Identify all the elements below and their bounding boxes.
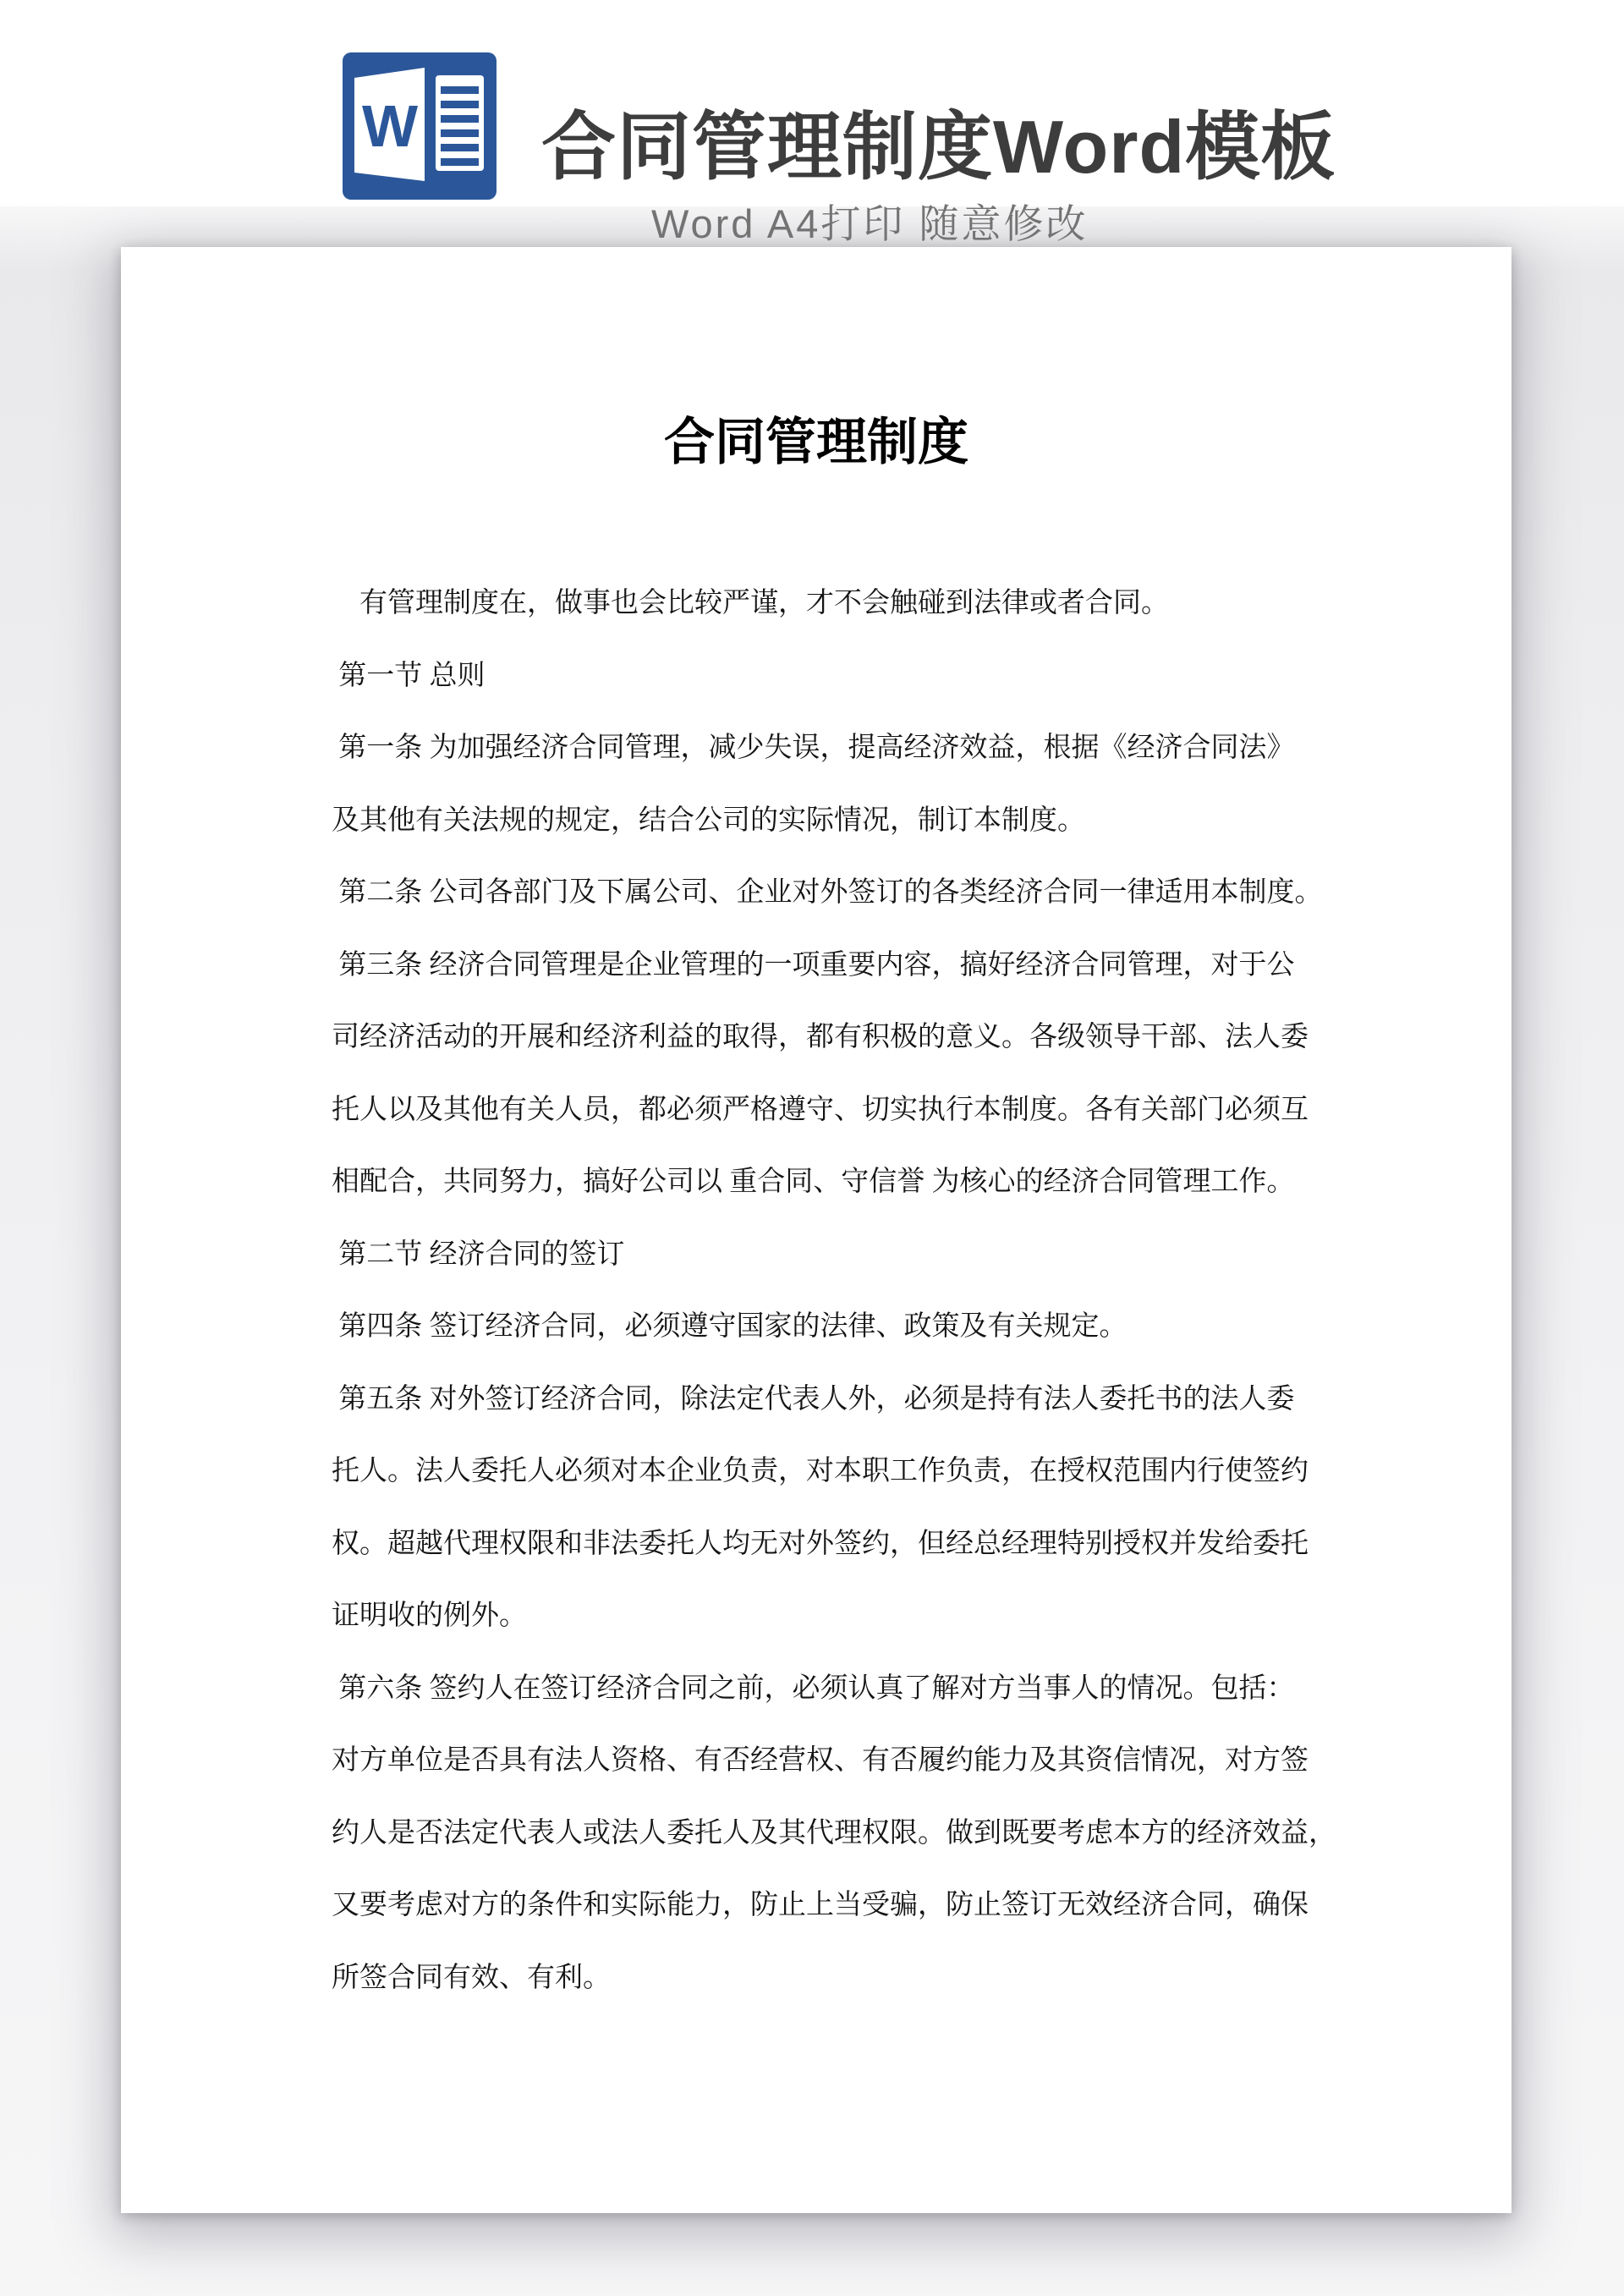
document-line: 权。超越代理权限和非法委托人均无对外签约，但经总经理特别授权并发给委托 [332, 1528, 1309, 1559]
document-line: 第一条 为加强经济合同管理，减少失误，提高经济效益，根据《经济合同法》 [332, 733, 1295, 763]
document-body [332, 568, 1347, 2014]
document-line: 证明收的例外。 [332, 1601, 527, 1631]
document-line: 第四条 签订经济合同，必须遵守国家的法律、政策及有关规定。 [332, 1311, 1127, 1342]
document-line: 第五条 对外签订经济合同，除法定代表人外，必须是持有法人委托书的法人委 [332, 1383, 1295, 1414]
document-line: 第三条 经济合同管理是企业管理的一项重要内容，搞好经济合同管理，对于公 [332, 949, 1295, 980]
template-subtitle: Word A4打印 随意修改 [651, 201, 1089, 246]
document-line: 司经济活动的开展和经济利益的取得，都有积极的意义。各级领导干部、法人委 [332, 1022, 1309, 1052]
word-logo-icon [343, 52, 497, 200]
document-line: 第六条 签约人在签订经济合同之前，必须认真了解对方当事人的情况。包括： [332, 1673, 1295, 1704]
document-line: 及其他有关法规的规定，结合公司的实际情况，制订本制度。 [332, 805, 1085, 836]
document-line: 又要考虑对方的条件和实际能力，防止上当受骗，防止签订无效经济合同，确保 [332, 1890, 1309, 1920]
template-banner [0, 0, 1624, 246]
word-logo-letter: W [361, 93, 419, 159]
template-title: 合同管理制度Word模板 [541, 104, 1336, 189]
document-line: 托人。法人委托人必须对本企业负责，对本职工作负责，在授权范围内行使签约 [332, 1456, 1309, 1486]
document-line: 第一节 总则 [332, 660, 486, 691]
document-line: 相配合，共同努力，搞好公司以 重合同、守信誉 为核心的经济合同管理工作。 [332, 1167, 1295, 1197]
document-line: 第二节 经济合同的签订 [332, 1239, 625, 1270]
document-title: 合同管理制度 [664, 415, 968, 470]
document-line: 第二条 公司各部门及下属公司、企业对外签订的各类经济合同一律适用本制度。 [332, 877, 1323, 908]
document-line: 对方单位是否具有法人资格、有否经营权、有否履约能力及其资信情况，对方签 [332, 1745, 1309, 1776]
document-line: 约人是否法定代表人或法人委托人及其代理权限。做到既要考虑本方的经济效益， [332, 1817, 1336, 1848]
document-line: 托人以及其他有关人员，都必须严格遵守、切实执行本制度。各有关部门必须互 [332, 1094, 1309, 1125]
document-page [121, 247, 1512, 2213]
document-line: 所签合同有效、有利。 [332, 1962, 611, 1993]
document-line: 有管理制度在，做事也会比较严谨，才不会触碰到法律或者合同。 [332, 588, 1169, 618]
